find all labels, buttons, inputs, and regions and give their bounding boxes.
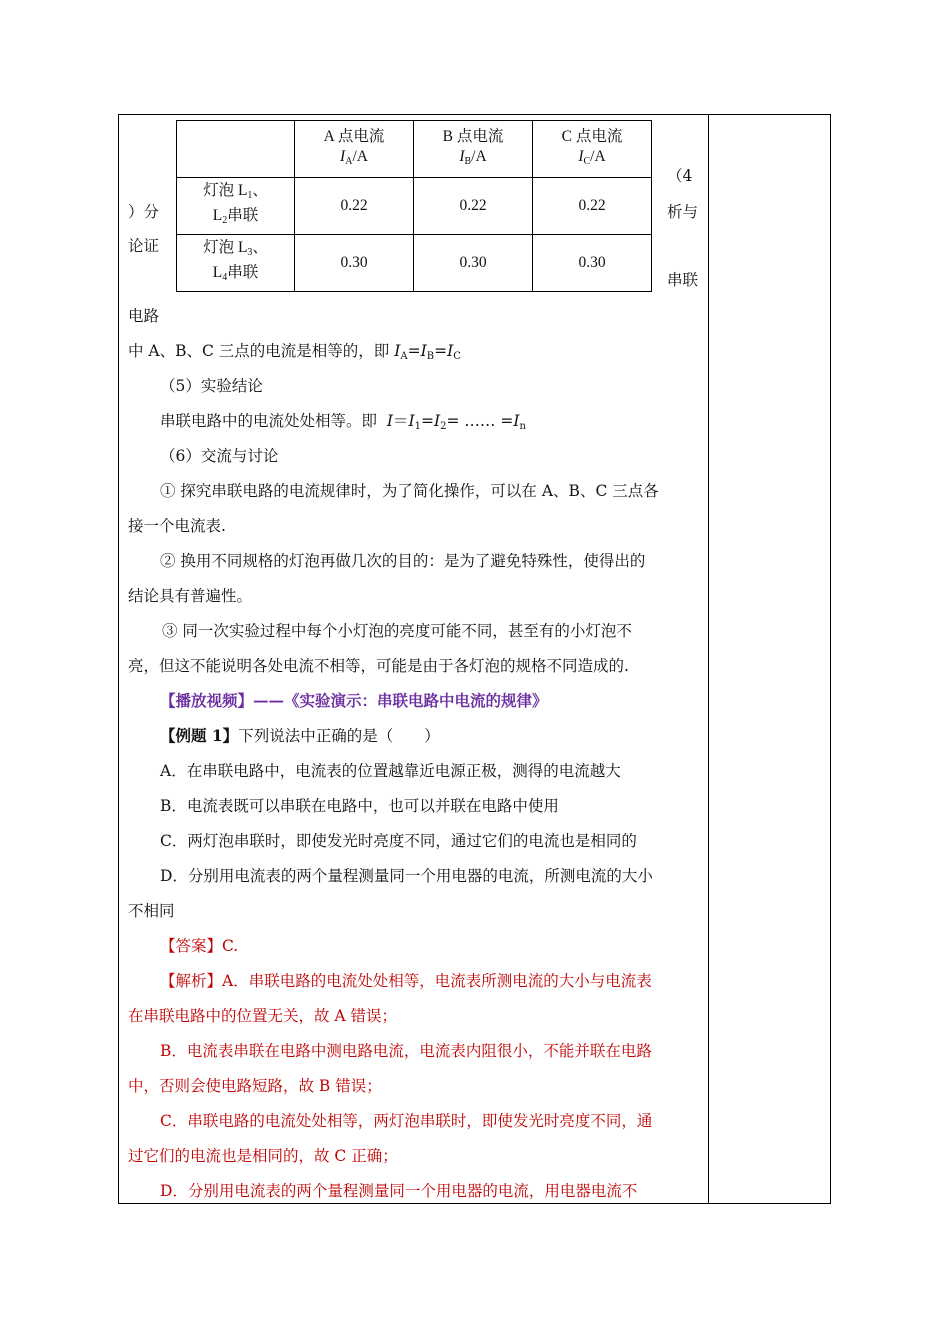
- point-1a: ① 探究串联电路的电流规律时，为了简化操作，可以在 A、B、C 三点各: [160, 482, 659, 500]
- point-3b: 亮，但这不能说明各处电流不相等，可能是由于各灯泡的规格不同造成的.: [128, 657, 629, 675]
- row-label: 灯泡 $L_1$、 $L_2$串联: [177, 178, 295, 235]
- cell-value: 0.22: [533, 178, 652, 235]
- side-right-1: （4: [667, 167, 693, 185]
- current-table: [176, 120, 652, 292]
- video-link[interactable]: 【播放视频】——《实验演示：串联电路中电流的规律》: [160, 691, 548, 710]
- point-2b: 结论具有普遍性。: [128, 587, 253, 605]
- side-right-3: 串联: [667, 271, 699, 289]
- header-c: C 点电流 $I_C/A$: [533, 121, 652, 178]
- analysis-b-1: B．电流表串联在电路中测电路电流，电流表内阻很小，不能并联在电路: [160, 1042, 652, 1060]
- section-5-heading: （5）实验结论: [160, 377, 263, 395]
- analysis-b-2: 中，否则会使电路短路，故 B 错误；: [128, 1077, 382, 1095]
- analysis-a-2: 在串联电路中的位置无关，故 A 错误；: [128, 1007, 398, 1025]
- conclusion: 串联电路中的电流处处相等。即 $I=I_1=I_2=$ …… $=I_n$: [160, 412, 526, 432]
- header-a: A 点电流 $I_A/A$: [295, 121, 414, 178]
- analysis-d-1: D．分别用电流表的两个量程测量同一个用电器的电流，用电器电流不: [160, 1182, 638, 1200]
- table-row: [177, 178, 652, 235]
- option-c: C．两灯泡串联时，即使发光时亮度不同，通过它们的电流也是相同的: [160, 832, 637, 850]
- option-b: B．电流表既可以串联在电路中，也可以并联在电路中使用: [160, 797, 559, 815]
- analysis-c-2: 过它们的电流也是相同的，故 C 正确；: [128, 1147, 398, 1165]
- row-label: 灯泡 $L_3$、 $L_4$串联: [177, 235, 295, 292]
- table-header-row: [177, 121, 652, 178]
- header-b: B 点电流 $I_B/A$: [414, 121, 533, 178]
- answer: 【答案】C.: [160, 937, 239, 955]
- option-d-1: D．分别用电流表的两个量程测量同一个用电器的电流，所测电流的大小: [160, 867, 653, 885]
- point-3a: ③ 同一次实验过程中每个小灯泡的亮度可能不同，甚至有的小灯泡不: [162, 622, 632, 640]
- example-question: 【例题 1】下列说法中正确的是（ ）: [160, 726, 440, 745]
- side-left-1: ）分: [128, 203, 160, 221]
- point-2a: ② 换用不同规格的灯泡再做几次的目的：是为了避免特殊性，使得出的: [160, 552, 646, 570]
- side-left-2: 论证: [128, 237, 160, 255]
- point-1b: 接一个电流表.: [128, 517, 226, 535]
- option-d-2: 不相同: [128, 902, 175, 920]
- cell-value: 0.30: [414, 235, 533, 292]
- analysis-a-1: 【解析】A．串联电路的电流处处相等，电流表所测电流的大小与电流表: [160, 972, 652, 990]
- table-row: [177, 235, 652, 292]
- text-circuit-a: 电路: [128, 307, 160, 325]
- analysis-c-1: C．串联电路的电流处处相等，两灯泡串联时，即使发光时亮度不同，通: [160, 1112, 653, 1130]
- text-circuit-b: 中 A、B、C 三点的电流是相等的，即 $I_A=I_B=I_C$: [128, 342, 461, 362]
- side-right-2: 析与: [667, 203, 699, 221]
- option-a: A．在串联电路中，电流表的位置越靠近电源正极，测得的电流越大: [160, 762, 621, 780]
- column-divider: [708, 114, 709, 1204]
- cell-value: 0.22: [295, 178, 414, 235]
- cell-value: 0.22: [414, 178, 533, 235]
- table-corner: [177, 121, 295, 178]
- cell-value: 0.30: [533, 235, 652, 292]
- section-6-heading: （6）交流与讨论: [160, 447, 279, 465]
- cell-value: 0.30: [295, 235, 414, 292]
